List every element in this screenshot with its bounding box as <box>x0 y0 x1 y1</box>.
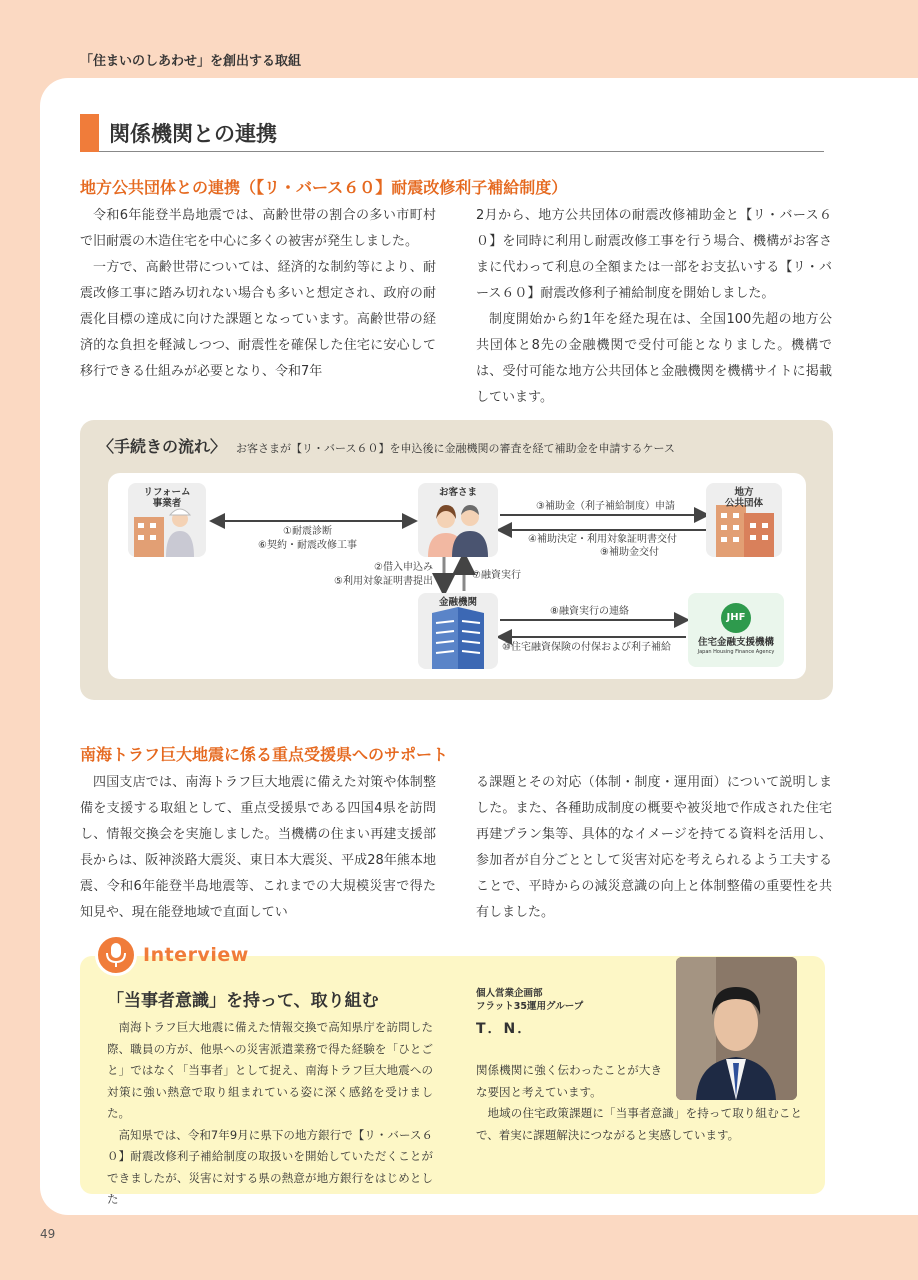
person-photo-icon <box>676 957 797 1100</box>
jhf-label-en: Japan Housing Finance Agency <box>697 649 775 655</box>
paragraph: 制度開始から約1年を経た現在は、全国100先超の地方公共団体と8先の金融機関で受付可能となりました。機構では、受付可能な地方公共団体と金融機関を機構サイトに掲載しています。 <box>476 312 832 405</box>
interview-right-column-top <box>476 1060 662 1103</box>
customer-label: お客さま <box>438 487 477 498</box>
label-step4: ④補助決定・利用対象証明書交付 <box>528 534 677 545</box>
part1-left-column <box>80 203 436 385</box>
customer-node <box>418 483 498 557</box>
paragraph: る課題とその対応（体制・制度・運用面）について説明しました。また、各種助成制度の概要や被災地で作成された住宅再建プラン集等、具体的なイメージを持てる資料を活用し、参加者が自分ごととして災害対応を考えられるよう工夫することで、平時からの減災意識の向上と体制整備の重要性を共有しました。 <box>476 775 832 920</box>
part1-right-column <box>476 203 832 411</box>
paragraph: 高知県では、令和7年9月に県下の地方銀行で【リ・バース６０】耐震改修利子補給制度の取扱いを開始していただくことができましたが、災害に対する県の熱意が地方銀行をはじめとした <box>107 1127 433 1206</box>
section-title-text: 関係機関との連携 <box>109 121 277 146</box>
label-step7: ⑦融資実行 <box>472 570 521 581</box>
label-step2: ②借入申込み <box>374 562 433 573</box>
jhf-label: 住宅金融支援機構 <box>697 637 774 648</box>
flow-diagram <box>108 473 806 679</box>
bank-label: 金融機関 <box>438 597 477 608</box>
paragraph: 一方で、高齢世帯については、経済的な制約等により、耐震改修工事に踏み切れない場合も多いと想定され、政府の耐震化目標の達成に向けた課題となっています。高齢世帯の経済的な負担を軽減しつつ、耐震性を確保した住宅に安心して移行できる仕組みが必要となり、令和7年 <box>80 260 436 379</box>
running-header: 「住まいのしあわせ」を創出する取組 <box>80 54 302 69</box>
microphone-icon <box>95 934 137 976</box>
bank-node <box>418 593 498 669</box>
interview-badge-text: Interview <box>143 944 249 966</box>
flow-header <box>98 434 675 457</box>
part2-right-column <box>476 770 832 926</box>
label-step10: ⑩住宅融資保険の付保および利子補給 <box>502 642 671 653</box>
label-step6: ⑥契約・耐震改修工事 <box>258 540 357 551</box>
paragraph: 2月から、地方公共団体の耐震改修補助金と【リ・バース６０】を同時に利用し耐震改修工事を行う場合、機構がお客さまに代わって利息の全額または一部をお支払いする【リ・バース６０】耐震改修利子補給制度を開始しました。 <box>476 208 832 301</box>
label-step1: ①耐震診断 <box>283 526 332 537</box>
interview-right-column-bottom <box>476 1103 802 1146</box>
interviewee-portrait <box>676 957 797 1100</box>
label-step9: ⑨補助金交付 <box>600 547 659 558</box>
label-step3: ③補助金（利子補給制度）申請 <box>536 501 675 512</box>
paragraph: 地域の住宅政策課題に「当事者意識」を持って取り組むことで、着実に課題解決につながると実感しています。 <box>476 1106 802 1142</box>
flow-title: 〈手続きの流れ〉 <box>98 437 227 456</box>
paragraph: 関係機関に強く伝わったことが大きな要因と考えています。 <box>476 1063 662 1099</box>
jhf-logo-icon: JHF <box>721 603 751 633</box>
procedure-flow-box <box>80 420 833 700</box>
reform-company-label: リフォーム 事業者 <box>143 487 191 509</box>
part2-heading: 南海トラフ巨大地震に係る重点受援県へのサポート <box>80 745 449 764</box>
interviewee-name: T．N． <box>476 1021 534 1037</box>
reform-company-node <box>128 483 206 557</box>
interview-heading: 「当事者意識」を持って、取り組む <box>107 991 379 1011</box>
section-title <box>80 114 824 152</box>
interviewee-department: 個人営業企画部 フラット35運用グループ <box>476 988 584 1012</box>
local-government-label: 地方 公共団体 <box>724 487 763 509</box>
page-number: 49 <box>40 1227 56 1241</box>
part1-heading: 地方公共団体との連携（【リ・バース６０】耐震改修利子補給制度） <box>80 178 568 197</box>
label-step5: ⑤利用対象証明書提出 <box>334 576 433 587</box>
part2-left-column <box>80 770 436 926</box>
paragraph: 四国支店では、南海トラフ巨大地震に備えた対策や体制整備を支援する取組として、重点受援県である四国4県を訪問し、情報交換会を実施しました。当機構の住まい再建支援部長からは、阪神淡路大震災、東日本大震災、平成28年熊本地震、令和6年能登半島地震等、これまでの大規模災害で得た知見や、現在能登地域で直面してい <box>80 775 436 920</box>
jhf-node <box>688 593 784 667</box>
local-government-node <box>706 483 782 557</box>
paragraph: 南海トラフ巨大地震に備えた情報交換で高知県庁を訪問した際、職員の方が、他県への災害派遣業務で得た経験を「ひとごと」ではなく「当事者」として捉え、南海トラフ巨大地震への対策に強い熱意で取り組まれている姿に深く感銘を受けました。 <box>107 1020 433 1120</box>
paragraph: 令和6年能登半島地震では、高齢世帯の割合の多い市町村で旧耐震の木造住宅を中心に多くの被害が発生しました。 <box>80 208 436 249</box>
flow-description: お客さまが【リ・バース６０】を申込後に金融機関の審査を経て補助金を申請するケース <box>236 442 675 455</box>
interview-badge <box>95 934 249 976</box>
label-step8: ⑧融資実行の連絡 <box>550 606 629 617</box>
interview-left-column <box>107 1017 433 1211</box>
section-title-bar <box>80 114 99 152</box>
